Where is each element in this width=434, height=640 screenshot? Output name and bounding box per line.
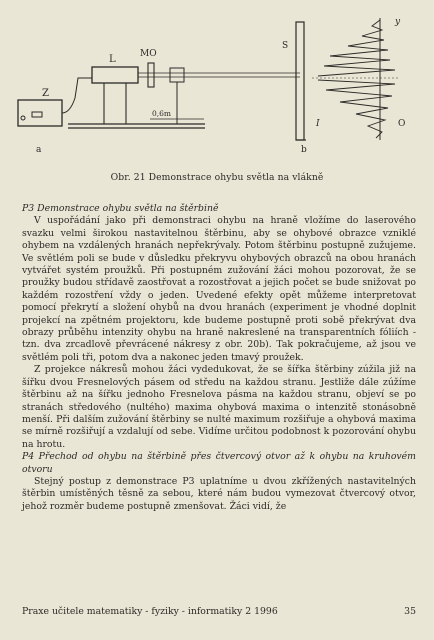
screen-s bbox=[296, 22, 304, 140]
paragraph: Stejný postup z demonstrace P3 uplatníme u dvou zkřížených nastavitelných štěrbin umístěných těsně za sebou, které nám budou vymezovat čtvercový otvor, jehož rozměr budeme postupně zmenšovat. Žáci vidí, že bbox=[22, 475, 416, 512]
section-heading-p4: P4 Přechod od ohybu na štěrbině přes čtvercový otvor až k ohybu na kruhovém otvoru bbox=[22, 451, 416, 475]
section-heading-p3: P3 Demonstrace ohybu světla na štěrbině bbox=[22, 203, 219, 214]
power-cable bbox=[62, 78, 92, 113]
article-body bbox=[22, 203, 416, 513]
label-l: L bbox=[109, 54, 116, 65]
page-number: 35 bbox=[404, 606, 416, 617]
label-b: b bbox=[301, 145, 307, 155]
intensity-profile-upper bbox=[318, 20, 395, 76]
intensity-profile-lower bbox=[318, 80, 395, 138]
label-z: Z bbox=[42, 88, 49, 99]
figure-21-diagram bbox=[0, 0, 434, 160]
label-y: y bbox=[395, 17, 401, 27]
page-footer bbox=[22, 606, 416, 617]
object-mo bbox=[148, 63, 154, 87]
label-a: a bbox=[36, 145, 42, 155]
label-s: S bbox=[282, 41, 289, 51]
object-mo-holder bbox=[170, 68, 184, 82]
laser-tube-l bbox=[92, 67, 138, 83]
paragraph: V uspořádání jako při demonstraci ohybu na hraně vložíme do laserového svazku velmi širokou nastavitelnou štěrbinu, aby se ohybové obrazce vzniklé ohybem na vzdálených hranách nepřekrývaly. Potom štěrbinu postupně zužujeme. Ve světlém poli se bude v důsledku překryvu ohybových obrazců na obou hranách vytvářet systém proužků. Při postupném zužování žáci mohou pozorovat, že se proužky budou střídavě zaostřovat a rozostřovat a jejich počet se bude snižovat po každém rozostření vždy o jeden. Uvedené efekty opět můžeme interpretovat pomocí překrytí a složení ohybů na dvou hranách (experiment je vhodné doplnit projekcí na zpětném projektoru, kde budeme postupně proti sobě překrývat dva obrazy průběhu intenzity ohybu na hraně nakreslené na transparentních fóliích - tzn. dva zrcadlově převrácené nákresy z obr. 20b). Tak pokračujeme, až jsou ve světlém poli tři, potom dva a nakonec jeden tmavý proužek. bbox=[22, 215, 416, 363]
laser-knob bbox=[21, 116, 25, 120]
paragraph: Z projekce nákresů mohou žáci vydedukovat, že se šířka štěrbiny zúžila již na šířku dvou Fresnelových pásem od středu na každou stranu. Jestliže dále zúžíme štěrbinu až na šířku jednoho Fresnelova pásma na každou stranu, objeví se po stranách středového (nultého) maxima ohybová maxima o intenzitě stonásobně menší. Při dalším zužování štěrbiny se nulté maximum rozšiřuje a ohybová maxima se mírně rozšiřují a vzdalují od sebe. Vidíme určitou podobnost k pozorování ohybu na hrotu. bbox=[22, 364, 416, 450]
label-distance: 0,6m bbox=[152, 109, 172, 118]
footer-journal: Praxe učitele matematiky - fyziky - informatiky 2 1996 bbox=[22, 606, 278, 617]
label-o: O bbox=[398, 119, 406, 129]
label-i: I bbox=[316, 119, 320, 129]
laser-indicator bbox=[32, 112, 42, 117]
label-mo: MO bbox=[140, 49, 157, 59]
figure-caption: Obr. 21 Demonstrace ohybu světla na vlákně bbox=[110, 172, 324, 183]
laser-source-z bbox=[18, 100, 62, 126]
